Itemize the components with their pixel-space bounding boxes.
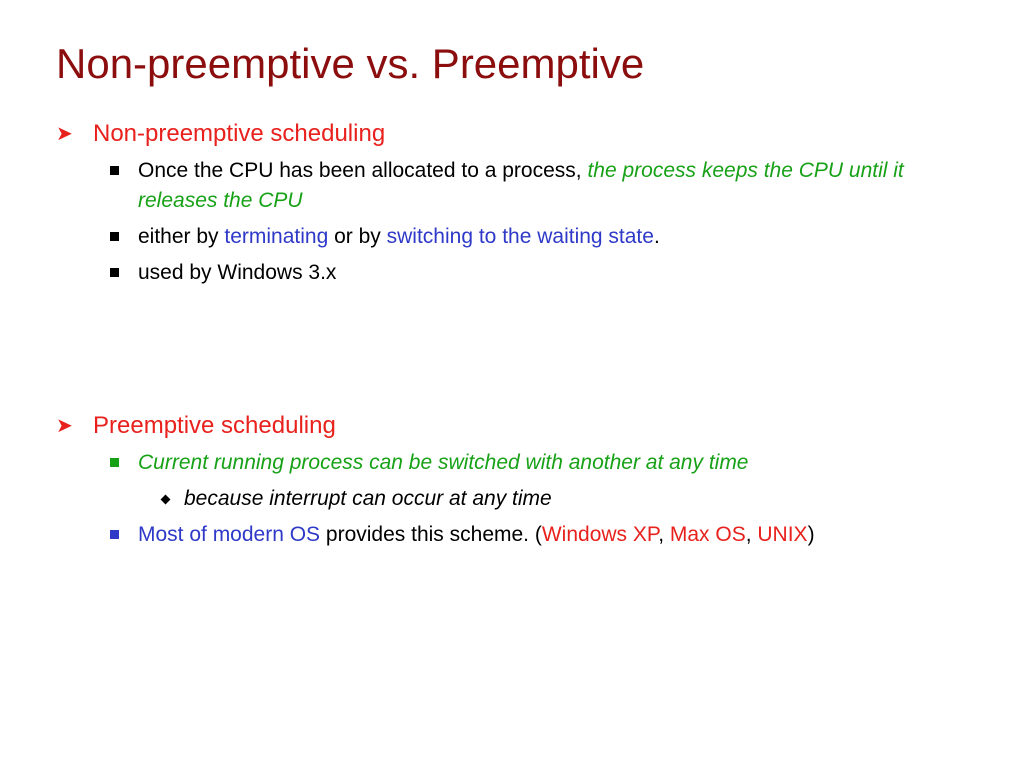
bullet-text: either by: [138, 225, 225, 248]
bullet-text-highlight: Current running process can be switched with another at any time: [138, 451, 749, 474]
bullet-text-highlight: switching to the waiting state: [386, 225, 654, 248]
bullet-item: [138, 156, 958, 216]
bullet-text-highlight: Max OS: [669, 523, 746, 546]
square-icon: [110, 268, 119, 277]
bullet-text: ,: [658, 523, 670, 546]
bullet-text-highlight: terminating: [224, 225, 329, 248]
bullet-item: [138, 448, 958, 478]
section-heading: [56, 118, 986, 150]
square-icon: [110, 530, 119, 539]
arrowhead-icon: ➤: [56, 123, 73, 145]
sub-bullet-item: [184, 484, 986, 514]
sub-bullet-text: because interrupt can occur at any time: [184, 487, 552, 510]
section-heading-text: Non-preemptive scheduling: [93, 120, 386, 147]
bullet-text-highlight: UNIX: [757, 523, 808, 546]
diamond-icon: [161, 495, 171, 505]
bullet-item: [138, 520, 958, 550]
bullet-text: Once the CPU has been allocated to a process,: [138, 159, 588, 182]
section-preemptive: [56, 410, 986, 550]
bullet-text: or by: [328, 225, 387, 248]
bullet-item: [138, 222, 958, 252]
bullet-text-highlight: the process keeps the CPU until it releases the CPU: [138, 159, 904, 212]
square-icon: [110, 458, 119, 467]
bullet-text: ,: [745, 523, 758, 546]
square-icon: [110, 166, 119, 175]
section-non-preemptive: [56, 118, 986, 288]
section-heading-text: Preemptive scheduling: [93, 412, 336, 439]
bullet-item: [138, 258, 958, 288]
square-icon: [110, 232, 119, 241]
bullet-text: provides this scheme. (: [320, 523, 542, 546]
bullet-text: used by Windows 3.x: [138, 261, 337, 284]
bullet-text-highlight: Most of modern OS: [138, 523, 321, 546]
section-heading: [56, 410, 986, 442]
bullet-text-highlight: Windows XP: [541, 523, 659, 546]
arrowhead-icon: ➤: [56, 415, 73, 437]
slide-title: Non-preemptive vs. Preemptive: [56, 40, 645, 87]
bullet-text: ): [807, 523, 815, 546]
bullet-text: .: [653, 225, 660, 248]
